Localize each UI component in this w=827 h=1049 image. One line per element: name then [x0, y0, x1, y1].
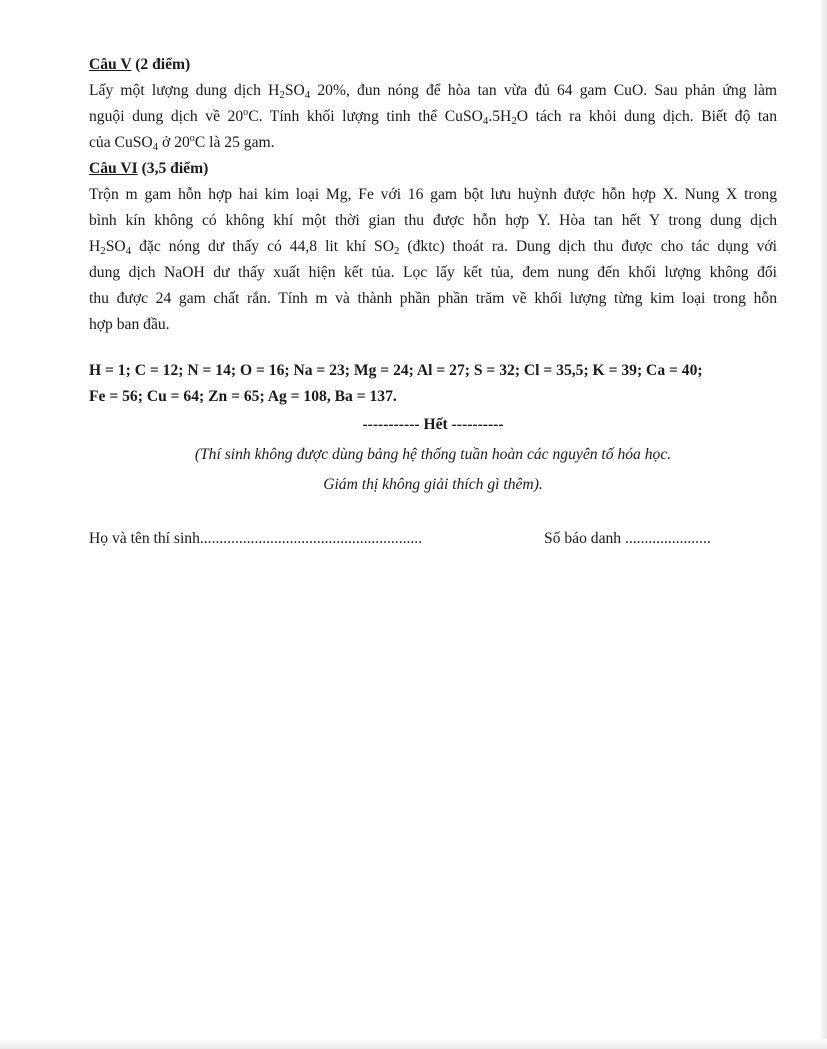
atomic-masses-line-1: H = 1; C = 12; N = 14; O = 16; Na = 23; Mg = 24; Al = 27; S = 32; Cl = 35,5; K = 39; Ca = 40; [89, 362, 703, 379]
page-bottom-shadow [0, 1039, 827, 1049]
question-6-title [89, 156, 777, 182]
question-5-points: (2 điểm) [131, 56, 191, 73]
question-5-line-3: của CuSO$_4$ ở 20$^o$C là 25 gam. [89, 133, 275, 153]
question-5-line-2: nguội dung dịch về 20$^o$C. Tính khối lượng tinh thể $CuSO_4.5H_2O$ tách ra khỏi dung dịch. Biết độ tan [89, 107, 777, 127]
question-6-line-1: Trộn m gam hỗn hợp hai kim loại Mg, Fe với 16 gam bột lưu huỳnh được hỗn hợp X. Nung X trong [89, 186, 777, 203]
exam-note-line-1: (Thí sinh không được dùng bảng hệ thống tuần hoàn các nguyên tố hóa học. [194, 446, 672, 463]
question-6-line-3: $H_2SO_4$ đặc nóng dư thấy có 44,8 lit khí $SO_2$ (đktc) thoát ra. Dung dịch thu được cho tác dụng với [89, 238, 777, 257]
exam-content [89, 52, 777, 552]
signature-line [89, 526, 777, 552]
exam-note-line-2: Giám thị không giải thích gì thêm). [323, 476, 543, 493]
question-6-line-2: bình kín không có không khí một thời gian thu được hỗn hợp Y. Hòa tan hết Y trong dung dịch [89, 212, 777, 229]
page-edge-shadow [819, 0, 827, 1049]
question-5-text [89, 78, 777, 156]
question-5-title [89, 52, 777, 78]
question-5-line-1: Lấy một lượng dung dịch $H_2SO_4$ 20%, đun nóng để hòa tan vừa đủ 64 gam CuO. Sau phản ứng làm [89, 82, 778, 101]
question-5-label: Câu V [89, 56, 132, 73]
spacer [89, 338, 777, 358]
question-6-line-5: thu được 24 gam chất rắn. Tính m và thành phần phần trăm về khối lượng từng kim loại trong hỗn [89, 290, 777, 307]
question-6-text [89, 182, 777, 338]
question-6-line-4: dung dịch NaOH dư thấy xuất hiện kết tủa. Lọc lấy kết tủa, đem nung đến khối lượng không đổi [89, 264, 777, 281]
question-6-points: (3,5 điểm) [137, 160, 209, 177]
candidate-id-field: Số báo danh ...................... [544, 530, 711, 547]
question-6-line-6: hợp ban đầu. [89, 316, 170, 333]
exam-note [89, 442, 777, 498]
question-6-label: Câu VI [89, 160, 138, 177]
atomic-masses [89, 358, 777, 410]
atomic-masses-line-2: Fe = 56; Cu = 64; Zn = 65; Ag = 108, Ba = 137. [89, 388, 397, 405]
end-marker: ----------- Hết ---------- [362, 416, 504, 433]
candidate-name-field: Họ và tên thí sinh......................................................... [89, 530, 423, 547]
